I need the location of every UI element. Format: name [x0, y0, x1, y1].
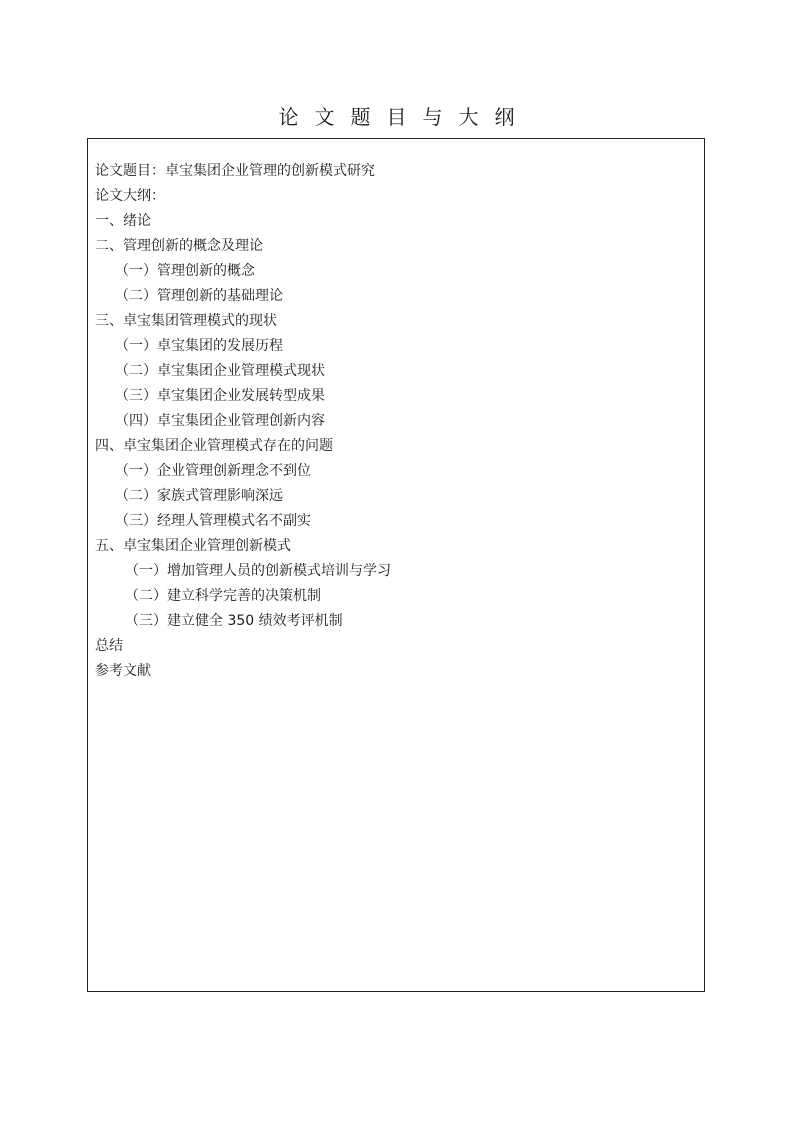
- outline-heading: 论文大纲：: [95, 188, 165, 204]
- outline-item: （三）经理人管理模式名不副实: [115, 513, 311, 529]
- outline-item: （四）卓宝集团企业管理创新内容: [115, 413, 325, 429]
- outline-item: （一）企业管理创新理念不到位: [115, 463, 311, 479]
- section-heading-4: 四、卓宝集团企业管理模式存在的问题: [95, 438, 333, 454]
- section-heading-3: 三、卓宝集团管理模式的现状: [95, 313, 277, 329]
- section-heading-2: 二、管理创新的概念及理论: [95, 238, 263, 254]
- references-heading: 参考文献: [95, 663, 151, 679]
- outline-content: [95, 159, 695, 684]
- outline-item: （一）管理创新的概念: [115, 263, 255, 279]
- outline-item: （三）卓宝集团企业发展转型成果: [115, 388, 325, 404]
- outline-item: （二）管理创新的基础理论: [115, 288, 283, 304]
- outline-item: （一）卓宝集团的发展历程: [115, 338, 283, 354]
- page-title: 论文题目与大纲: [278, 105, 531, 129]
- section-heading-1: 一、绪论: [95, 213, 151, 229]
- outline-item: （二）建立科学完善的决策机制: [125, 588, 321, 604]
- outline-item: （二）家族式管理影响深远: [115, 488, 283, 504]
- thesis-title-line: 论文题目：卓宝集团企业管理的创新模式研究: [95, 163, 375, 179]
- conclusion-heading: 总结: [95, 638, 123, 654]
- outline-item: （二）卓宝集团企业管理模式现状: [115, 363, 325, 379]
- outline-item: （一）增加管理人员的创新模式培训与学习: [125, 563, 391, 579]
- outline-item: （三）建立健全 350 绩效考评机制: [125, 613, 343, 629]
- section-heading-5: 五、卓宝集团企业管理创新模式: [95, 538, 291, 554]
